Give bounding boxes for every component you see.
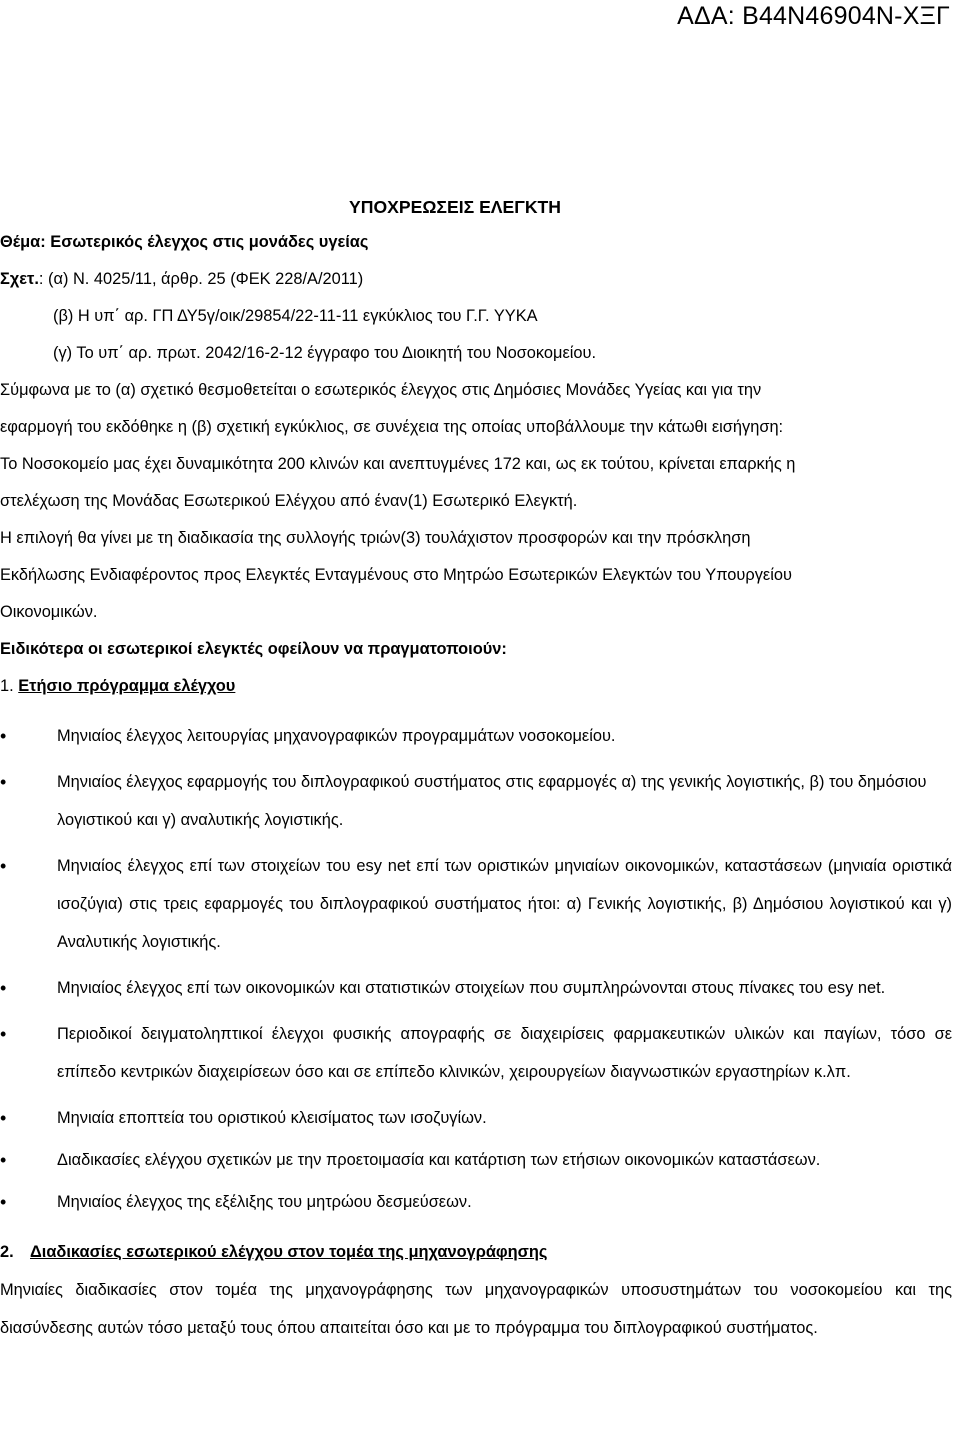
reference-a: [0, 261, 952, 298]
list-item: [0, 1141, 952, 1179]
list-item-text: Μηνιαίος έλεγχος εφαρμογής του διπλογραφικού συστήματος στις εφαρμογές α) της γενικής λογιστικής, β) του δημόσιου λογιστικού και γ) αναλυτικής λογιστικής.: [57, 773, 927, 829]
list-item-text: Περιοδικοί δειγματοληπτικοί έλεγχοι φυσικής απογραφής σε διαχειρίσεις φαρμακευτικών υλικών και παγίων, τόσο σε επίπεδο κεντρικών διαχειρίσεων όσο και σε επίπεδο κλινικών, χειρουργείων διαγνωστικών εργαστηρίων κ.λπ.: [57, 1025, 952, 1081]
list-item-text: Μηνιαίος έλεγχος επί των στοιχείων του esy net επί των οριστικών μηνιαίων οικονομικών, καταστάσεων (μηνιαία οριστικά ισοζύγια) στις τρεις εφαρμογές του διπλογραφικού συστήματος ήτοι: α) Γενικής λογιστικής, β) Δημόσιου λογιστικού και γ) Αναλυτικής λογιστικής.: [57, 857, 952, 951]
list-item: [0, 1099, 952, 1137]
reference-label: Σχετ.: [0, 270, 39, 288]
bullet-icon: •: [0, 856, 7, 876]
reference-a-text: : (α) Ν. 4025/11, άρθρ. 25 (ΦΕΚ 228/Α/2011): [38, 270, 364, 288]
ada-code: ΑΔΑ: Β44Ν46904Ν-ΧΞΓ: [677, 2, 950, 30]
obligations-heading: Ειδικότερα οι εσωτερικοί ελεγκτές οφείλουν να πραγματοποιούν:: [0, 640, 507, 658]
bullet-icon: •: [0, 726, 7, 746]
list-item: [0, 763, 952, 839]
document-title: ΥΠΟΧΡΕΩΣΕΙΣ ΕΛΕΓΚΤΗ: [349, 197, 562, 217]
section-2-number: 2.: [0, 1243, 14, 1261]
paragraph-1-line-2: εφαρμογή του εκδόθηκε η (β) σχετική εγκύκλιος, σε συνέχεια της οποίας υποβάλλουμε την κάτωθι εισήγηση:: [0, 418, 784, 436]
paragraph-3-line-2: Εκδήλωσης Ενδιαφέροντος προς Ελεγκτές Ενταγμένους στο Μητρώο Εσωτερικών Ελεγκτών του Υπουργείου: [0, 566, 792, 584]
bullet-icon: •: [0, 1192, 7, 1212]
bullet-icon: •: [0, 1108, 7, 1128]
audit-program-list: [0, 717, 952, 1221]
bullet-icon: •: [0, 772, 7, 792]
list-item-text: Διαδικασίες ελέγχου σχετικών με την προετοιμασία και κατάρτιση των ετήσιων οικονομικών καταστάσεων.: [57, 1151, 821, 1169]
document-body: [0, 190, 952, 1347]
paragraph-2-line-2: στελέχωση της Μονάδας Εσωτερικού Ελέγχου από έναν(1) Εσωτερικό Ελεγκτή.: [0, 492, 578, 510]
list-item-text: Μηνιαία εποπτεία του οριστικού κλεισίματος των ισοζυγίων.: [57, 1109, 487, 1127]
paragraph-3-line-1: Η επιλογή θα γίνει με τη διαδικασία της συλλογής τριών(3) τουλάχιστον προσφορών και την πρόσκληση: [0, 529, 751, 547]
bullet-icon: •: [0, 1024, 7, 1044]
subject-line: Θέμα: Εσωτερικός έλεγχος στις μονάδες υγείας: [0, 233, 369, 251]
paragraph-4: Μηνιαίες διαδικασίες στον τομέα της μηχανογράφησης των μηχανογραφικών υποσυστημάτων του νοσοκομείου και της διασύνδεσης αυτών τόσο μεταξύ τους όπου απαιτείται όσο και με το πρόγραμμα του διπλογραφικού συστήματος.: [0, 1281, 952, 1337]
reference-c: (γ) Το υπ΄ αρ. πρωτ. 2042/16-2-12 έγγραφο του Διοικητή του Νοσοκομείου.: [53, 344, 597, 362]
list-item: [0, 717, 952, 755]
bullet-icon: •: [0, 1150, 7, 1170]
paragraph-3-line-3: Οικονομικών.: [0, 603, 98, 621]
list-item: [0, 847, 952, 961]
section-1-heading: [0, 668, 952, 705]
section-1-number: 1.: [0, 677, 14, 695]
section-1-title: Ετήσιο πρόγραμμα ελέγχου: [18, 677, 236, 695]
section-2-heading: [0, 1233, 952, 1271]
list-item-text: Μηνιαίος έλεγχος επί των οικονομικών και στατιστικών στοιχείων που συμπληρώνονται στους πίνακες του esy net.: [57, 979, 886, 997]
list-item-text: Μηνιαίος έλεγχος της εξέλιξης του μητρώου δεσμεύσεων.: [57, 1193, 472, 1211]
paragraph-1-line-1: Σύμφωνα με το (α) σχετικό θεσμοθετείται ο εσωτερικός έλεγχος στις Δημόσιες Μονάδες Υγείας και για την: [0, 381, 762, 399]
list-item: [0, 1015, 952, 1091]
reference-b: (β) Η υπ΄ αρ. ΓΠ ΔΥ5γ/οικ/29854/22-11-11 εγκύκλιος του Γ.Γ. ΥΥΚΑ: [53, 307, 538, 325]
paragraph-2-line-1: Το Νοσοκομείο μας έχει δυναμικότητα 200 κλινών και ανεπτυγμένες 172 και, ως εκ τούτου, κρίνεται επαρκής η: [0, 455, 796, 473]
bullet-icon: •: [0, 978, 7, 998]
list-item-text: Μηνιαίος έλεγχος λειτουργίας μηχανογραφικών προγραμμάτων νοσοκομείου.: [57, 727, 616, 745]
list-item: [0, 1183, 952, 1221]
list-item: [0, 969, 952, 1007]
section-2-title: Διαδικασίες εσωτερικού ελέγχου στον τομέα της μηχανογράφησης: [30, 1243, 548, 1261]
